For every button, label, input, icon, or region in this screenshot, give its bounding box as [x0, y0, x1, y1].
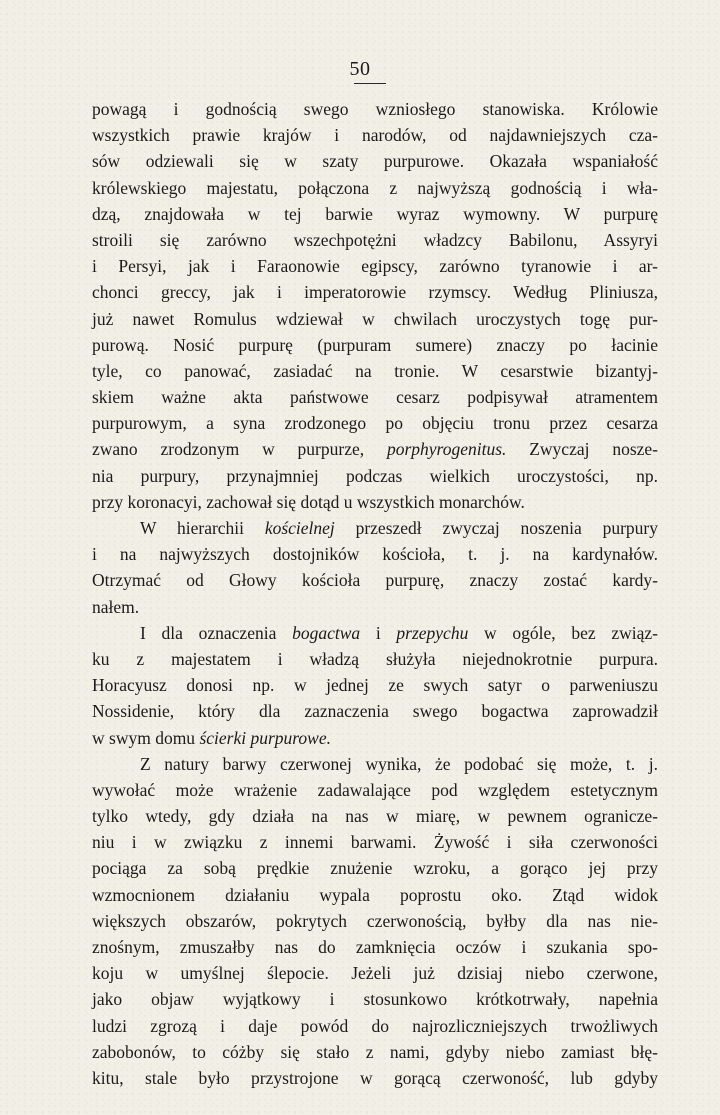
text-line: i na najwyższych dostojników kościoła, t. j. na kardynałów.	[92, 544, 658, 565]
text-line: tylko wtedy, gdy działa na nas w miarę, w pewnem ogranicze-	[92, 806, 658, 827]
italic-phrase: ścierki purpurowe.	[199, 727, 331, 748]
text-line: purową. Nosić purpurę (purpuram sumere) znaczy po łacinie	[92, 334, 658, 355]
text-line: stroili się zarówno wszechpotężni władzcy Babilonu, Assyryi	[92, 229, 658, 250]
text-line: powagą i godnością swego wzniosłego stanowiska. Królowie	[92, 99, 658, 119]
italic-phrase: kościelnej	[264, 518, 335, 538]
page-number: 50	[349, 58, 371, 80]
text-line: nia purpury, przynajmniej podczas wielkich uroczystości, np.	[92, 465, 658, 486]
text-line: sów odziewali się w szaty purpurowe. Okazała wspaniałość	[92, 151, 658, 172]
text-line: tyle, co panować, zasiadać na tronie. W cesarstwie bizantyj-	[92, 360, 658, 381]
text-line: większych obszarów, pokrytych czerwonością, byłby dla nas nie-	[92, 910, 658, 931]
text-line: skiem ważne akta państwowe cesarz podpisywał atramentem	[92, 387, 658, 408]
italic-phrase: bogactwa	[292, 622, 361, 643]
text-line: ku z majestatem i władzą służyła niejednokrotnie purpura.	[92, 648, 658, 669]
text-line: Otrzymać od Głowy kościoła purpurę, znaczy zostać kardy-	[92, 570, 658, 591]
text-line: Z natury barwy czerwonej wynika, że podobać się może, t. j.	[140, 753, 658, 774]
page-number-rule	[354, 83, 386, 84]
text-line: zabobonów, to cóżby się stało z nami, gdyby niebo zamiast błę-	[92, 1041, 658, 1062]
text-line: kitu, stale było przystrojone w gorącą czerwoność, lub gdyby	[92, 1067, 658, 1088]
paragraph	[92, 620, 658, 751]
text-line: już nawet Romulus wdziewał w chwilach uroczystych togę pur-	[92, 308, 658, 329]
text-line: koju w umyślnej ślepocie. Jeżeli już dzisiaj niebo czerwone,	[92, 963, 658, 984]
text-line: zwano zrodzonym w purpurze, porphyrogenitus. Zwyczaj nosze-	[92, 439, 658, 460]
text-line: pociąga za sobą prędkie znużenie wzroku, a gorąco jej przy	[92, 858, 658, 879]
text-line: znośnym, zmuszałby nas do zamknięcia oczów i szukania spo-	[92, 937, 658, 957]
text-line: w swym domu ścierki purpurowe.	[92, 727, 331, 748]
text-line: dzą, znajdowała w tej barwie wyraz wymowny. W purpurę	[92, 203, 658, 224]
paragraph	[92, 515, 658, 620]
text-line: nałem.	[92, 596, 140, 617]
text-line: purpurowym, a syna zrodzonego po objęciu tronu przez cesarza	[92, 413, 658, 434]
text-line: i Persyi, jak i Faraonowie egipscy, zarówno tyranowie i ar-	[92, 256, 658, 277]
paragraph	[92, 96, 658, 515]
paragraph	[92, 751, 658, 1091]
text-line: niu i w związku z innemi barwami. Żywość i siła czerwoności	[92, 832, 658, 853]
text-line: wywołać może wrażenie zadawalające pod względem estetycznym	[92, 779, 658, 800]
text-line: Nossidenie, który dla zaznaczenia swego bogactwa zaprowadził	[92, 701, 658, 722]
italic-phrase: przepychu	[396, 622, 469, 643]
text-line: W hierarchii kościelnej przeszedł zwyczaj noszenia purpury	[140, 518, 658, 538]
text-line: jako objaw wyjątkowy i stosunkowo krótkotrwały, napełnia	[92, 989, 658, 1010]
text-line: I dla oznaczenia bogactwa i przepychu w ogóle, bez związ-	[140, 622, 658, 643]
text-line: królewskiego majestatu, połączona z najwyższą godnością i wła-	[92, 177, 658, 198]
italic-phrase: porphyrogenitus.	[386, 439, 507, 460]
text-line: wszystkich prawie krajów i narodów, od najdawniejszych cza-	[92, 125, 658, 146]
text-line: ludzi zgrozą i daje powód do najrozliczniejszych trwożliwych	[92, 1015, 658, 1036]
text-line: przy koronacyi, zachował się dotąd u wszystkich monarchów.	[92, 491, 525, 512]
text-line: chonci greccy, jak i imperatorowie rzymscy. Według Pliniusza,	[92, 282, 658, 303]
text-line: wzmocnionem działaniu wypala poprostu oko. Ztąd widok	[92, 884, 658, 905]
page-body	[92, 96, 658, 1091]
text-line: Horacyusz donosi np. w jednej ze swych satyr o parweniuszu	[92, 675, 658, 696]
